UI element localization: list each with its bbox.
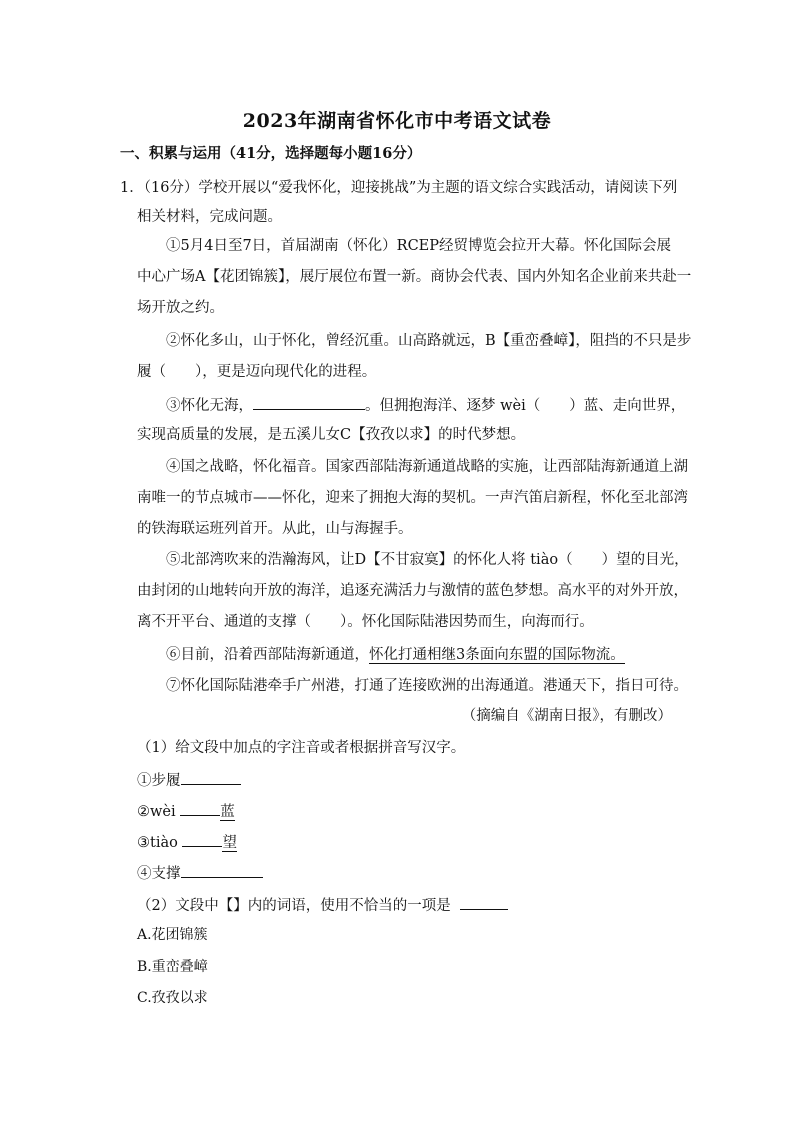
paragraph-2-line2: 履（ ），更是迈向现代化的进程。 <box>137 364 377 380</box>
fill-blank[interactable] <box>253 394 365 410</box>
paragraph-1-line3: 场开放之约。 <box>137 300 224 316</box>
question-intro: 1．（16分）学校开展以“爱我怀化，迎接挑战”为主题的语文综合实践活动，请阅读下列 <box>120 180 678 196</box>
question-intro-cont: 相关材料，完成问题。 <box>137 209 282 225</box>
paragraph-6-underlined: 怀化打通相继3条面向东盟的国际物流。 <box>369 647 625 663</box>
answer-blank[interactable] <box>180 800 220 816</box>
paragraph-3-line2: 实现高质量的发展，是五溪儿女C【孜孜以求】的时代梦想。 <box>137 427 526 443</box>
subquestion-1-prompt: （1）给文段中加点的字注音或者根据拼音写汉字。 <box>137 740 466 756</box>
paragraph-1-line2: 中心广场A【花团锦簇】，展厅展位布置一新。商协会代表、国内外知名企业前来共赴一 <box>137 269 692 285</box>
paragraph-6-start: ⑥目前，沿着西部陆海新通道， <box>166 647 369 663</box>
paragraph-5: ⑤北部湾吹来的浩瀚海风，让D【不甘寂寞】的怀化人将 tiào（ ）望的目光， <box>166 552 689 568</box>
paragraph-7: ⑦怀化国际陆港牵手广州港，打通了连接欧洲的出海通道。港通天下，指日可待。 <box>166 678 688 694</box>
paragraph-4-line2: 南唯一的节点城市——怀化，迎来了拥抱大海的契机。一声汽笛启新程，怀化至北部湾 <box>137 490 688 506</box>
paragraph-5-line3: 离不开平台、通道的支撑（ ）。怀化国际陆港因势而生，向海而行。 <box>137 614 594 630</box>
option-c[interactable]: C.孜孜以求 <box>137 990 208 1006</box>
answer-blank[interactable] <box>460 894 508 910</box>
subquestion-1-item-4: ④支撑 <box>137 862 263 884</box>
paragraph-2: ②怀化多山，山于怀化，曾经沉重。山高路就远，B【重峦叠嶂】，阻挡的不只是步 <box>166 333 692 349</box>
answer-blank[interactable] <box>181 862 263 878</box>
subquestion-1-item-1: ①步履 <box>137 769 241 791</box>
source-note: （摘编自《湖南日报》，有删改） <box>461 708 672 724</box>
answer-blank[interactable] <box>181 769 241 785</box>
subquestion-2-prompt: （2）文段中【】内的词语，使用不恰当的一项是 <box>137 894 508 916</box>
paragraph-3-start: ③怀化无海， <box>166 398 253 414</box>
paragraph-5-line2: 由封闭的山地转向开放的海洋，追逐充满活力与激情的蓝色梦想。高水平的对外开放， <box>137 583 688 599</box>
answer-blank[interactable] <box>182 831 222 847</box>
option-b[interactable]: B.重峦叠嶂 <box>137 959 208 975</box>
option-a[interactable]: A.花团锦簇 <box>137 927 208 943</box>
page-title: 2023年湖南省怀化市中考语文试卷 <box>242 110 552 132</box>
subquestion-1-item-3: ③tiào 望 <box>137 831 237 853</box>
paragraph-6 <box>166 645 625 665</box>
section-heading: 一、积累与运用（41分，选择题每小题16分） <box>120 145 422 162</box>
paragraph-4-line3: 的铁海联运班列首开。从此，山与海握手。 <box>137 521 413 537</box>
paragraph-3 <box>166 394 685 416</box>
paragraph-3-rest: 。但拥抱海洋、逐梦 wèi（ ）蓝、走向世界， <box>365 398 686 414</box>
paragraph-1: ①5月4日至7日，首届湖南（怀化）RCEP经贸博览会拉开大幕。怀化国际会展 <box>166 238 672 254</box>
paragraph-4: ④国之战略，怀化福音。国家西部陆海新通道战略的实施，让西部陆海新通道上湖 <box>166 459 688 475</box>
subquestion-1-item-2: ②wèi 蓝 <box>137 800 235 822</box>
